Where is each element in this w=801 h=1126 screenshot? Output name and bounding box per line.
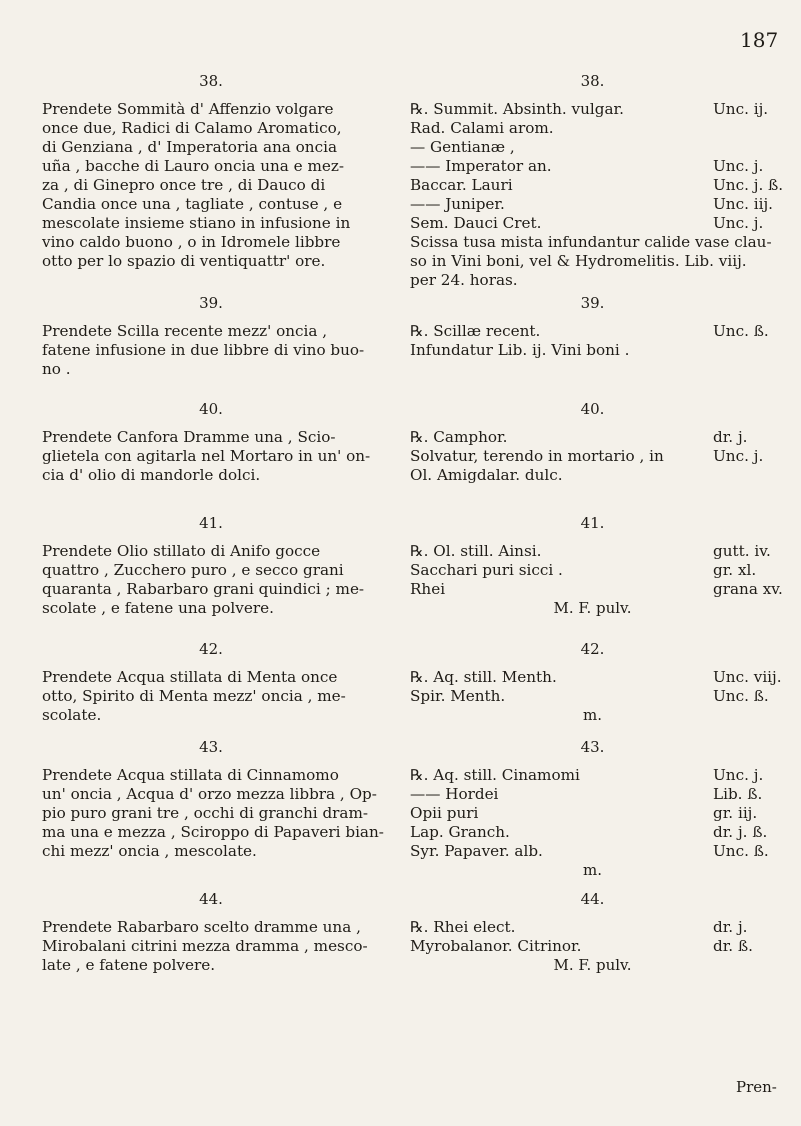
quantity: Unc. iij.	[713, 195, 773, 213]
text-line: Scissa tusa mista infundantur calide vase clau-	[410, 233, 772, 251]
quantity: Lib. ß.	[713, 785, 763, 803]
latin-entry	[410, 400, 775, 485]
recipe-line	[410, 195, 775, 214]
recipe-line	[410, 157, 775, 176]
entry-number: 42.	[580, 640, 605, 658]
text-line: Prendete Acqua stillata di Menta once	[42, 668, 338, 686]
ingredient: Solvatur, terendo in mortario , in	[410, 447, 664, 465]
ingredient: ℞. Scillæ recent.	[410, 322, 541, 340]
latin-entry	[410, 640, 782, 725]
page-number: 187	[740, 28, 779, 52]
italian-entry	[42, 400, 380, 485]
quantity: Unc. j.	[713, 447, 764, 465]
ingredient: ℞. Camphor.	[410, 428, 508, 446]
entry-number: 41.	[580, 514, 605, 532]
quantity: dr. j. ß.	[713, 823, 768, 841]
ingredient: ℞. Summit. Absinth. vulgar.	[410, 100, 624, 118]
text-line: Prendete Sommità d' Affenzio volgare	[42, 100, 334, 118]
text-line: Prendete Acqua stillata di Cinnamomo	[42, 766, 339, 784]
text-line: Prendete Olio stillato di Anifo gocce	[42, 542, 321, 560]
quantity: dr. ß.	[713, 937, 753, 955]
quantity: Unc. ß.	[713, 322, 769, 340]
text-line: Prendete Rabarbaro scelto dramme una ,	[42, 918, 361, 936]
quantity: grana xv.	[713, 580, 783, 598]
text-line: un' oncia , Acqua d' orzo mezza libbra , Op-	[42, 785, 377, 803]
text-line: ma una e mezza , Sciroppo di Papaveri bian-	[42, 823, 384, 841]
recipe-line	[410, 766, 775, 785]
text-line: Prendete Canfora Dramme una , Scio-	[42, 428, 336, 446]
quantity	[713, 466, 775, 485]
text-line: Candia once una , tagliate , contuse , e	[42, 195, 343, 213]
entry-number: 44.	[199, 890, 223, 908]
text-line: no .	[42, 360, 71, 378]
recipe-line	[410, 542, 775, 561]
text-line: quattro , Zucchero puro , e secco grani	[42, 561, 344, 579]
quantity: Unc. j.	[713, 214, 764, 232]
recipe-line	[410, 580, 783, 599]
text-line: Mirobalani citrini mezza dramma , mesco-	[42, 937, 368, 955]
quantity: gr. xl.	[713, 561, 757, 579]
entry-number: 43.	[199, 738, 223, 756]
recipe-line	[410, 322, 775, 341]
entry-number: 39.	[580, 294, 605, 312]
recipe-line	[410, 176, 784, 195]
quantity: Unc. j.	[713, 766, 764, 784]
quantity: Unc. viij.	[713, 668, 782, 686]
text-line: M. F. pulv.	[553, 599, 632, 617]
quantity: Unc. j. ß.	[713, 176, 784, 194]
recipe-line	[410, 341, 775, 360]
recipe-line	[410, 428, 775, 447]
entry-number: 42.	[199, 640, 223, 658]
ingredient: ℞. Ol. still. Ainsi.	[410, 542, 542, 560]
text-line: late , e fatene polvere.	[42, 956, 216, 974]
text-line: m.	[583, 861, 602, 879]
text-line: scolate , e fatene una polvere.	[42, 599, 274, 617]
ingredient: —— Hordei	[410, 785, 499, 803]
text-line: otto per lo spazio di ventiquattr' ore.	[42, 252, 326, 270]
entry-number: 43.	[580, 738, 605, 756]
text-line: mescolate insieme stiano in infusione in	[42, 214, 351, 232]
entry-number: 40.	[580, 400, 605, 418]
ingredient: Ol. Amigdalar. dulc.	[410, 466, 563, 484]
text-line: vino caldo buono , o in Idromele libbre	[42, 233, 341, 251]
recipe-line	[410, 100, 775, 119]
italian-entry	[42, 890, 380, 975]
recipe-line	[410, 918, 775, 937]
catchword: Pren-	[736, 1078, 777, 1096]
text-line: chi mezz' oncia , mescolate.	[42, 842, 257, 860]
ingredient: ℞. Rhei elect.	[410, 918, 516, 936]
text-line: once due, Radici di Calamo Aromatico,	[42, 119, 342, 137]
quantity	[713, 119, 775, 138]
text-line: fatene infusione in due libbre di vino buo-	[42, 341, 365, 359]
entry-number: 39.	[199, 294, 223, 312]
quantity: Unc. ij.	[713, 100, 769, 118]
text-line: pio puro grani tre , occhi di granchi dram-	[42, 804, 369, 822]
recipe-line	[410, 214, 775, 233]
text-line: uña , bacche di Lauro oncia una e mez-	[42, 157, 344, 175]
italian-entry	[42, 514, 380, 618]
text-line: di Genziana , d' Imperatoria ana oncia	[42, 138, 337, 156]
text-line: per 24. horas.	[410, 271, 518, 289]
ingredient: —— Imperator an.	[410, 157, 552, 175]
recipe-line	[410, 687, 775, 706]
ingredient: Rhei	[410, 580, 446, 598]
ingredient: Baccar. Lauri	[410, 176, 513, 194]
latin-entry	[410, 738, 775, 880]
latin-entry	[410, 294, 775, 360]
ingredient: Spir. Menth.	[410, 687, 506, 705]
italian-entry	[42, 294, 380, 379]
quantity	[713, 138, 775, 157]
recipe-line	[410, 466, 775, 485]
text-line: scolate.	[42, 706, 102, 724]
recipe-line	[410, 447, 775, 466]
text-line: M. F. pulv.	[553, 956, 632, 974]
quantity: dr. j.	[713, 428, 748, 446]
recipe-line	[410, 804, 775, 823]
recipe-line	[410, 668, 782, 687]
latin-entry	[410, 890, 775, 975]
ingredient: Myrobalanor. Citrinor.	[410, 937, 582, 955]
entry-number: 38.	[580, 72, 605, 90]
recipe-line	[410, 561, 775, 580]
text-line: so in Vini boni, vel & Hydromelitis. Lib. viij.	[410, 252, 747, 270]
ingredient: ℞. Aq. still. Cinamomi	[410, 766, 580, 784]
text-line: quaranta , Rabarbaro grani quindici ; me-	[42, 580, 365, 598]
recipe-line	[410, 138, 775, 157]
entry-number: 41.	[199, 514, 223, 532]
quantity: gutt. iv.	[713, 542, 771, 560]
ingredient: — Gentianæ ,	[410, 138, 515, 156]
quantity	[713, 341, 775, 360]
text-line: m.	[583, 706, 602, 724]
ingredient: Sacchari puri sicci .	[410, 561, 563, 579]
entry-number: 40.	[199, 400, 223, 418]
recipe-line	[410, 119, 775, 138]
ingredient: Rad. Calami arom.	[410, 119, 554, 137]
recipe-line	[410, 937, 775, 956]
latin-entry	[410, 514, 783, 618]
latin-entry	[410, 72, 784, 290]
text-line: Prendete Scilla recente mezz' oncia ,	[42, 322, 328, 340]
ingredient: Infundatur Lib. ij. Vini boni .	[410, 341, 630, 359]
quantity: dr. j.	[713, 918, 748, 936]
recipe-line	[410, 842, 775, 861]
italian-entry	[42, 72, 380, 271]
text-line: glietela con agitarla nel Mortaro in un' on-	[42, 447, 371, 465]
recipe-line	[410, 823, 775, 842]
entry-number: 44.	[580, 890, 605, 908]
ingredient: Sem. Dauci Cret.	[410, 214, 542, 232]
ingredient: Syr. Papaver. alb.	[410, 842, 543, 860]
quantity: Unc. ß.	[713, 687, 769, 705]
ingredient: ℞. Aq. still. Menth.	[410, 668, 557, 686]
text-line: cia d' olio di mandorle dolci.	[42, 466, 261, 484]
italian-entry	[42, 738, 384, 861]
quantity: Unc. ß.	[713, 842, 769, 860]
text-line: otto, Spirito di Menta mezz' oncia , me-	[42, 687, 346, 705]
quantity: gr. iij.	[713, 804, 758, 822]
quantity: Unc. j.	[713, 157, 764, 175]
ingredient: Opii puri	[410, 804, 479, 822]
recipe-line	[410, 785, 775, 804]
italian-entry	[42, 640, 380, 725]
text-line: za , di Ginepro once tre , di Dauco di	[42, 176, 326, 194]
entry-number: 38.	[199, 72, 223, 90]
ingredient: Lap. Granch.	[410, 823, 510, 841]
ingredient: —— Juniper.	[410, 195, 505, 213]
